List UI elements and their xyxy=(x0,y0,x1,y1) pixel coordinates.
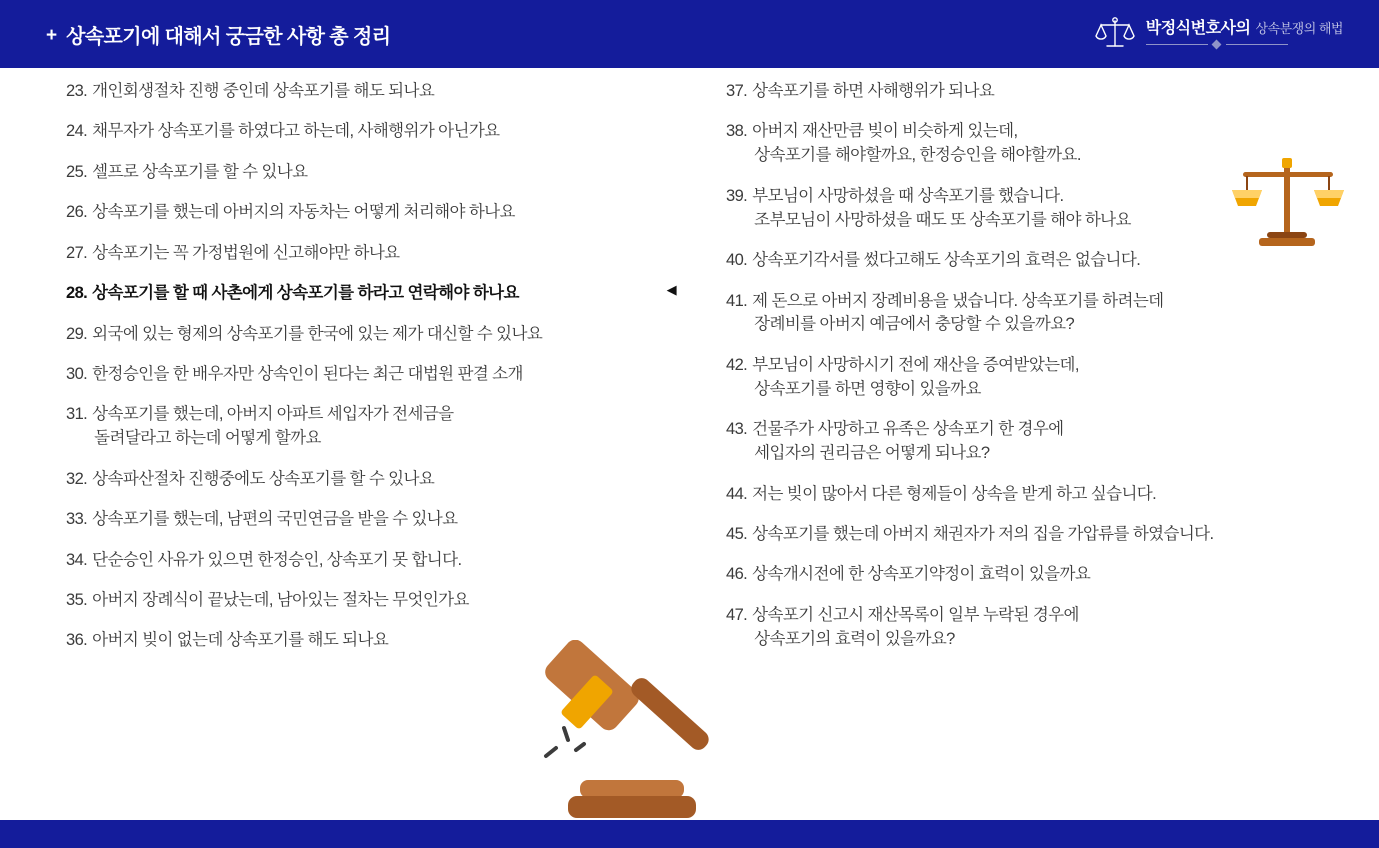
question-text: 상속포기는 꼭 가정법원에 신고해야만 하나요 xyxy=(92,243,400,262)
list-item xyxy=(726,523,1326,547)
diamond-icon xyxy=(1211,40,1221,50)
question-number: 25. xyxy=(66,162,88,181)
question-text: 아버지 빚이 없는데 상속포기를 해도 되나요 xyxy=(92,631,389,650)
question-list-right xyxy=(726,68,1326,668)
brand-text xyxy=(1146,20,1343,49)
question-number: 23. xyxy=(66,82,88,100)
question-number: 28. xyxy=(66,284,88,303)
list-item xyxy=(66,201,676,225)
left-arrow-icon: ◀ xyxy=(666,282,676,298)
question-line-2: 세입자의 권리금은 어떻게 되나요? xyxy=(754,444,990,463)
question-number: 30. xyxy=(66,364,88,383)
question-number: 47. xyxy=(726,605,748,624)
question-text xyxy=(752,354,1326,402)
list-item-highlighted xyxy=(66,282,676,306)
list-item xyxy=(726,354,1326,402)
list-item xyxy=(66,589,676,613)
question-line-2: 돌려달라고 하는데 어떻게 할까요 xyxy=(94,429,321,448)
list-item xyxy=(726,604,1326,652)
list-item xyxy=(66,549,676,573)
question-text: 상속파산절차 진행중에도 상속포기를 할 수 있나요 xyxy=(92,469,435,488)
question-line-1: 상속포기를 했는데, 아버지 아파트 세입자가 전세금을 xyxy=(92,405,454,424)
question-text: 상속포기를 할 때 사촌에게 상속포기를 하라고 연락해야 하나요 xyxy=(92,284,519,303)
list-item xyxy=(66,120,676,144)
question-text: 저는 빚이 많아서 다른 형제들이 상속을 받게 하고 싶습니다. xyxy=(752,484,1157,503)
list-item xyxy=(66,508,676,532)
question-number: 39. xyxy=(726,186,748,205)
question-number: 45. xyxy=(726,524,748,543)
list-item xyxy=(66,403,676,451)
header-title-group xyxy=(46,20,390,49)
question-text: 상속포기를 하면 사해행위가 되나요 xyxy=(752,82,995,100)
question-line-2: 상속포기의 효력이 있을까요? xyxy=(754,629,955,648)
list-item xyxy=(726,290,1326,338)
brand-logo-group xyxy=(1094,16,1343,52)
list-item xyxy=(726,418,1326,466)
question-number: 34. xyxy=(66,550,88,569)
question-text: 한정승인을 한 배우자만 상속인이 된다는 최근 대법원 판결 소개 xyxy=(92,364,523,383)
question-line-2: 장례비를 아버지 예금에서 충당할 수 있을까요? xyxy=(754,315,1075,334)
question-text xyxy=(752,120,1326,168)
question-number: 35. xyxy=(66,590,88,609)
question-text: 개인회생절차 진행 중인데 상속포기를 해도 되나요 xyxy=(92,82,435,100)
list-item xyxy=(66,323,676,347)
list-item xyxy=(726,185,1326,233)
scales-of-justice-icon xyxy=(1094,16,1136,52)
list-item xyxy=(726,80,1326,104)
question-number: 43. xyxy=(726,420,748,439)
brand-divider xyxy=(1146,41,1288,48)
brand-name: 박정식변호사의 xyxy=(1145,19,1251,37)
content-area xyxy=(0,68,1379,820)
list-item xyxy=(66,468,676,492)
plus-icon: + xyxy=(46,24,58,46)
question-text: 셀프로 상속포기를 할 수 있나요 xyxy=(92,162,308,181)
list-item xyxy=(726,120,1326,168)
question-text: 상속개시전에 한 상속포기약정이 효력이 있을까요 xyxy=(752,565,1091,584)
question-number: 46. xyxy=(726,565,748,584)
question-number: 26. xyxy=(66,203,88,222)
question-text xyxy=(752,604,1326,652)
question-number: 44. xyxy=(726,484,748,503)
question-text: 단순승인 사유가 있으면 한정승인, 상속포기 못 합니다. xyxy=(92,550,462,569)
question-list-left xyxy=(66,68,676,670)
question-number: 37. xyxy=(726,82,748,100)
question-number: 42. xyxy=(726,355,748,374)
question-text xyxy=(752,290,1326,338)
question-text xyxy=(752,185,1326,233)
question-text: 아버지 장례식이 끝났는데, 남아있는 절차는 무엇인가요 xyxy=(92,590,469,609)
question-text: 상속포기를 했는데, 남편의 국민연금을 받을 수 있나요 xyxy=(92,510,458,529)
question-text: 상속포기를 했는데 아버지 채권자가 저의 집을 가압류를 하였습니다. xyxy=(752,524,1214,543)
list-item xyxy=(726,563,1326,587)
question-number: 32. xyxy=(66,469,88,488)
question-number: 24. xyxy=(66,122,88,141)
list-item xyxy=(66,80,676,104)
question-text: 채무자가 상속포기를 하였다고 하는데, 사해행위가 아닌가요 xyxy=(92,122,500,141)
page-title: 상속포기에 대해서 궁금한 사항 총 정리 xyxy=(66,25,391,48)
question-text: 상속포기를 했는데 아버지의 자동차는 어떻게 처리해야 하나요 xyxy=(92,203,515,222)
list-item xyxy=(726,249,1326,273)
question-line-1: 아버지 재산만큼 빚이 비슷하게 있는데, xyxy=(752,122,1018,141)
list-item xyxy=(66,161,676,185)
question-text xyxy=(92,403,676,451)
question-number: 36. xyxy=(66,631,88,650)
question-number: 38. xyxy=(726,122,748,141)
question-number: 27. xyxy=(66,243,88,262)
question-number: 40. xyxy=(726,251,748,270)
list-item xyxy=(66,242,676,266)
list-item xyxy=(66,629,676,653)
question-line-1: 건물주가 사망하고 유족은 상속포기 한 경우에 xyxy=(752,420,1064,439)
question-number: 41. xyxy=(726,291,748,310)
question-number: 29. xyxy=(66,324,88,343)
page-header xyxy=(0,0,1379,68)
list-item xyxy=(66,363,676,387)
question-line-1: 제 돈으로 아버지 장례비용을 냈습니다. 상속포기를 하려는데 xyxy=(752,291,1164,310)
question-line-1: 부모님이 사망하셨을 때 상속포기를 했습니다. xyxy=(752,186,1064,205)
question-line-2: 조부모님이 사망하셨을 때도 또 상속포기를 해야 하나요 xyxy=(754,210,1131,229)
question-number: 33. xyxy=(66,510,88,529)
question-line-1: 부모님이 사망하시기 전에 재산을 증여받았는데, xyxy=(752,355,1079,374)
page-footer xyxy=(0,820,1379,848)
question-text xyxy=(752,418,1326,466)
question-number: 31. xyxy=(66,405,88,424)
brand-subtitle: 상속분쟁의 해법 xyxy=(1255,20,1343,36)
question-text: 상속포기각서를 썼다고해도 상속포기의 효력은 없습니다. xyxy=(752,251,1141,270)
question-text: 외국에 있는 형제의 상속포기를 한국에 있는 제가 대신할 수 있나요 xyxy=(92,324,543,343)
list-item xyxy=(726,483,1326,507)
question-line-2: 상속포기를 해야할까요, 한정승인을 해야할까요. xyxy=(754,146,1081,165)
question-line-1: 상속포기 신고시 재산목록이 일부 누락된 경우에 xyxy=(752,605,1079,624)
question-line-2: 상속포기를 하면 영향이 있을까요 xyxy=(754,379,981,398)
